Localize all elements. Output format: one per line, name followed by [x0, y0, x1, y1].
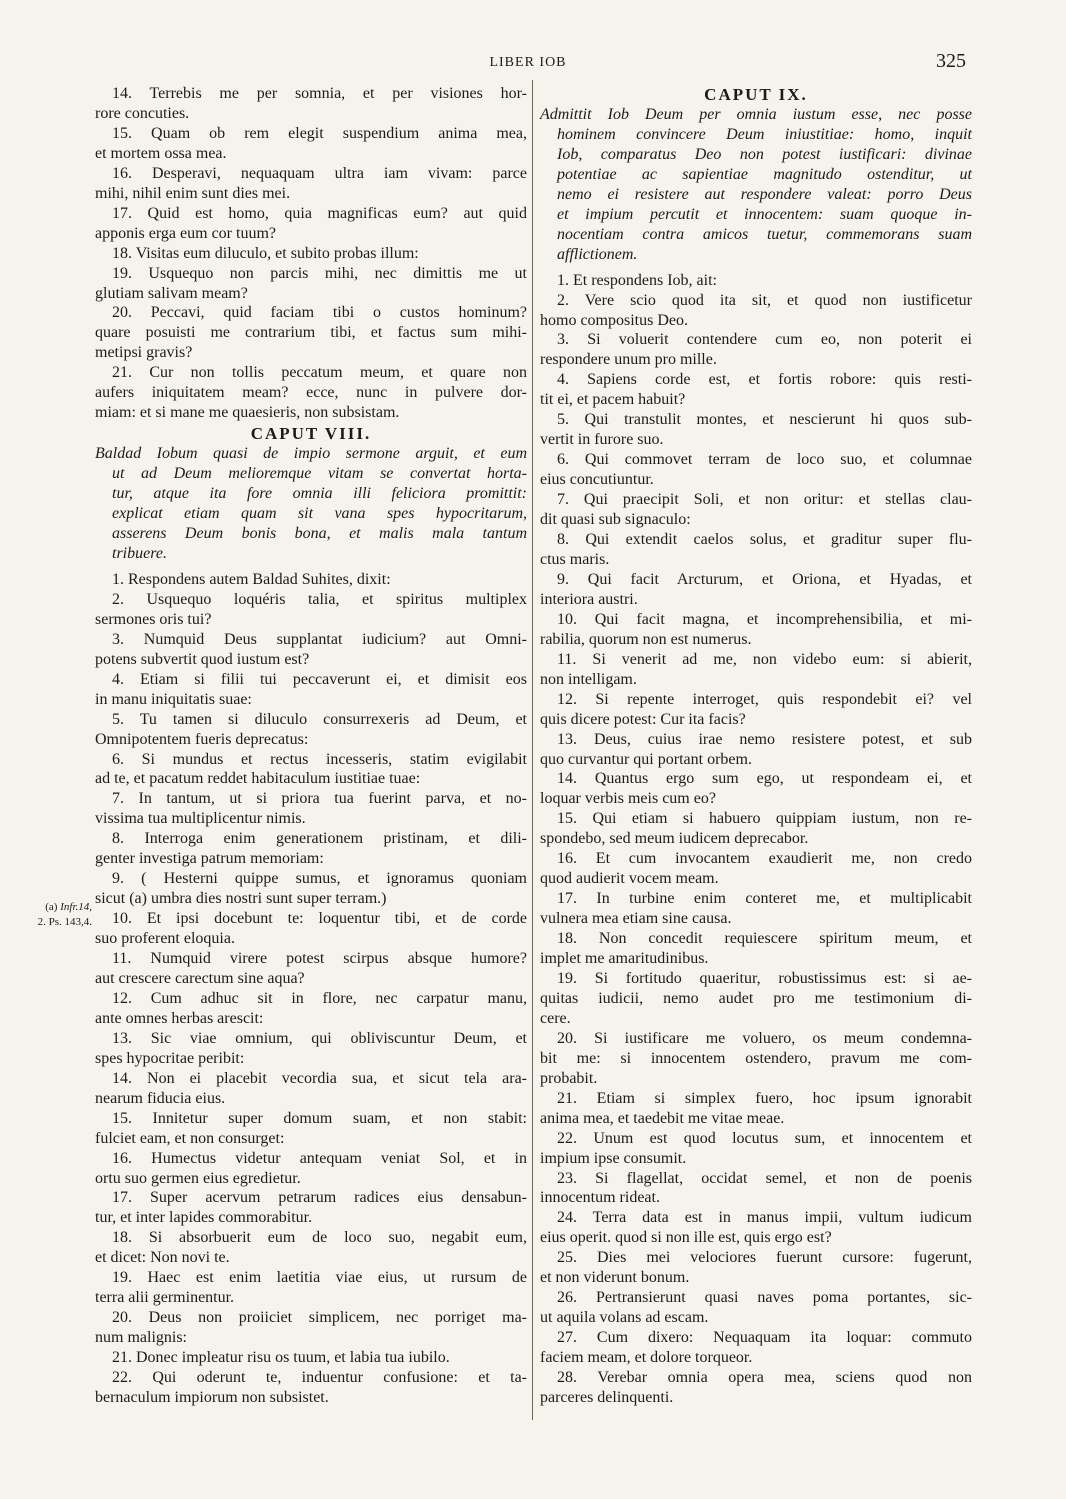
- verse-line: 4. Sapiens corde est, et fortis robore: quis resti-: [557, 371, 972, 389]
- verse-line: ut aquila volans ad escam.: [540, 1309, 709, 1327]
- verse-line: vissima tua multiplicentur nimis.: [95, 810, 306, 828]
- margin-note: [6, 900, 92, 930]
- verse-line: 20. Si iustificare me voluero, os meum condemna-: [557, 1029, 972, 1047]
- verse-line: quare posuisti me contrarium tibi, et factus sum mihi-: [95, 324, 527, 342]
- verse: [95, 949, 527, 989]
- verse-line: 17. Quid est homo, quia magnificas eum? aut quid: [112, 204, 527, 222]
- verse-line: 21. Etiam si simplex fuero, hoc ipsum ignorabit: [557, 1089, 972, 1107]
- chapter-summary-viii: [95, 444, 527, 564]
- verse-line: 16. Desperavi, nequaquam ultra iam vivam: parce: [112, 164, 527, 182]
- summary-line: afflictionem.: [557, 245, 638, 263]
- verse-line: 5. Qui transtulit montes, et nescierunt hi quos sub-: [557, 411, 972, 429]
- verse: [95, 1029, 527, 1069]
- verse-line: 10. Qui facit magna, et incomprehensibilia, et mi-: [557, 610, 972, 628]
- verse-line: fulciet eam, et non consurget:: [95, 1129, 285, 1147]
- verse: [540, 530, 972, 570]
- verse: [95, 1308, 527, 1348]
- verse-line: aufers iniquitatem meam? ecce, nunc in pulvere dor-: [95, 384, 527, 402]
- verse: [540, 690, 972, 730]
- verse-line: sermones oris tui?: [95, 610, 212, 628]
- verse: [95, 303, 527, 363]
- verse: [540, 769, 972, 809]
- verse-line: 23. Si flagellat, occidat semel, et non de poenis: [557, 1169, 972, 1187]
- verse-line: in manu iniquitatis suae:: [95, 690, 252, 708]
- verse: [95, 750, 527, 790]
- verse-line: 19. Usquequo non parcis mihi, nec dimittis me ut: [112, 264, 527, 282]
- verse: [540, 450, 972, 490]
- verse: [95, 1268, 527, 1308]
- verse: [540, 969, 972, 1029]
- verse-line: 15. Quam ob rem elegit suspendium anima mea,: [112, 124, 527, 142]
- verse: [95, 1228, 527, 1268]
- verse: [540, 1328, 972, 1368]
- verse: [540, 330, 972, 370]
- verse-line: 6. Qui commovet terram de loco suo, et columnae: [557, 451, 972, 469]
- summary-line: asserens Deum bonis bona, et malis mala tantum: [112, 525, 527, 543]
- verse: [95, 1069, 527, 1109]
- chapter-summary-ix: [540, 105, 972, 265]
- verses-chapter-vii-end: [95, 84, 527, 423]
- verse-line: ad te, et pacatum reddet habitaculum iustitiae tuae:: [95, 770, 421, 788]
- verse-line: sicut (a) umbra dies nostri sunt super terram.): [95, 890, 387, 908]
- verse-line: et mortem ossa mea.: [95, 144, 227, 162]
- verse: [95, 1149, 527, 1189]
- verse-line: 16. Et cum invocantem exaudierit me, non credo: [557, 850, 972, 868]
- margin-note-ref-1: Infr.14,: [60, 901, 92, 913]
- verse-line: eius concutiuntur.: [540, 471, 654, 489]
- verse-line: 3. Numquid Deus supplantat iudicium? aut Omni-: [112, 630, 527, 648]
- summary-line: tur, atque ita fore omnia illi feliciora promittit:: [112, 485, 527, 503]
- summary-line: explicat etiam quam sit vana spes hypocritarum,: [112, 505, 527, 523]
- verse-line: 18. Si absorbuerit eum de loco suo, negabit eum,: [112, 1229, 527, 1247]
- verse-line: 11. Si venerit ad me, non videbo eum: si abierit,: [557, 650, 972, 668]
- chapter-heading-viii: CAPUT VIII.: [250, 424, 372, 444]
- verse-line: quod audierit vocem meam.: [540, 870, 719, 888]
- verse: [540, 809, 972, 849]
- verse-line: 19. Si fortitudo quaeritur, robustissimus est: si ae-: [557, 969, 972, 987]
- verse-line: homo compositus Deo.: [540, 311, 688, 329]
- verse-line: 22. Unum est quod locutus sum, et innocentem et: [557, 1129, 972, 1147]
- verse-line: 25. Dies mei velociores fuerunt cursore: fugerunt,: [557, 1249, 972, 1267]
- margin-note-marker: (a): [45, 901, 58, 913]
- verse-line: 17. Super acervum petrarum radices eius densabun-: [112, 1189, 527, 1207]
- verse-line: anima mea, et taedebit me vitae meae.: [540, 1109, 785, 1127]
- verse: [95, 264, 527, 304]
- verse-line: quis dicere potest: Cur ita facis?: [540, 710, 746, 728]
- verse: [540, 1089, 972, 1129]
- verse: [540, 1029, 972, 1089]
- verse: [95, 84, 527, 124]
- margin-note-ref-2: 2. Ps. 143,4.: [37, 916, 92, 928]
- verse-line: 6. Si mundus et rectus incesseris, statim evigilabit: [112, 750, 527, 768]
- verse-line: Omnipotentem fueris deprecatus:: [95, 730, 309, 748]
- verse: [95, 1348, 527, 1368]
- verse-line: 26. Pertransierunt quasi naves poma portantes, sic-: [557, 1289, 972, 1307]
- verse-line: et dicet: Non novi te.: [95, 1249, 230, 1267]
- verse-line: spondebo, sed meum iudicem deprecabor.: [540, 830, 809, 848]
- verse: [95, 829, 527, 869]
- verse-line: bernaculum impiorum non subsistet.: [95, 1389, 329, 1406]
- verse: [540, 570, 972, 610]
- verse: [95, 630, 527, 670]
- summary-line: Baldad Iobum quasi de impio sermone arguit, et eum: [95, 445, 527, 463]
- verse: [95, 204, 527, 244]
- verse: [95, 909, 527, 949]
- summary-line: tribuere.: [112, 544, 167, 562]
- verse-line: glutiam salivam meam?: [95, 284, 248, 302]
- verse-line: 16. Humectus videtur antequam veniat Sol, et in: [112, 1149, 527, 1167]
- verse-line: vertit in furore suo.: [540, 431, 664, 449]
- verse-line: tit ei, et pacem habuit?: [540, 391, 686, 409]
- verse: [540, 610, 972, 650]
- verse-line: 2. Vere scio quod ita sit, et quod non iustificetur: [557, 291, 972, 309]
- running-head: LIBER IOB: [489, 55, 567, 70]
- verse-line: rore concuties.: [95, 104, 190, 122]
- verse: [540, 1248, 972, 1288]
- verse-line: 20. Peccavi, quid faciam tibi o custos hominum?: [112, 304, 527, 322]
- summary-line: Iob, comparatus Deo non potest iustificari: divinae: [557, 145, 972, 163]
- verse: [95, 244, 527, 264]
- verse: [95, 1109, 527, 1149]
- left-column: [95, 84, 527, 1408]
- verse-line: 9. Qui facit Arcturum, et Oriona, et Hyadas, et: [557, 570, 972, 588]
- summary-line: potentiae ac sapientiae magnitudo ostenditur, ut: [557, 165, 972, 183]
- summary-line: et impium percutit et innocentem: suam quoque in-: [557, 205, 972, 223]
- verse-line: potens subvertit quod iustum est?: [95, 650, 310, 668]
- verse: [95, 1188, 527, 1228]
- verse-line: non intelligam.: [540, 670, 637, 688]
- verse: [95, 124, 527, 164]
- verse: [95, 789, 527, 829]
- verse-line: parceres delinquenti.: [540, 1389, 674, 1406]
- verse-line: aut crescere carectum sine aqua?: [95, 969, 305, 987]
- verse-line: 28. Verebar omnia opera mea, sciens quod non: [557, 1369, 972, 1387]
- verse-line: impium ipse consumit.: [540, 1149, 687, 1167]
- verse-line: 20. Deus non proiiciet simplicem, nec porriget ma-: [112, 1309, 527, 1327]
- verse-line: apponis erga eum cor tuum?: [95, 224, 276, 242]
- summary-line: Admittit Iob Deum per omnia iustum esse, nec posse: [540, 106, 972, 123]
- verse-line: 2. Usquequo loquéris talia, et spiritus multiplex: [112, 590, 527, 608]
- verse: [540, 730, 972, 770]
- verse-line: 12. Cum adhuc sit in flore, nec carpatur manu,: [112, 989, 527, 1007]
- verse-line: cere.: [540, 1009, 571, 1027]
- verse-line: 5. Tu tamen si diluculo consurrexeris ad Deum, et: [112, 710, 527, 728]
- verse-line: et non viderunt bonum.: [540, 1269, 690, 1287]
- verse-line: respondere unum pro mille.: [540, 351, 717, 369]
- verse-line: nearum fiducia eius.: [95, 1089, 226, 1107]
- verse: [540, 1368, 972, 1408]
- verse-line: quo curvantur qui portant orbem.: [540, 750, 752, 768]
- verse-line: 10. Et ipsi docebunt te: loquentur tibi, et de corde: [112, 910, 527, 928]
- verse-line: 21. Donec impleatur risu os tuum, et labia tua iubilo.: [112, 1349, 450, 1367]
- summary-line: nemo ei resistere aut respondere valeat: porro Deus: [557, 185, 972, 203]
- verse-line: 8. Qui extendit caelos solus, et graditur super flu-: [557, 531, 972, 549]
- verse-line: num malignis:: [95, 1329, 187, 1347]
- verse-line: 13. Deus, cuius irae nemo resistere potest, et sub: [557, 730, 972, 748]
- verse-line: 1. Et respondens Iob, ait:: [557, 271, 717, 289]
- summary-line: ut ad Deum melioremque vitam se convertat horta-: [112, 465, 527, 483]
- verse-line: suo proferent eloquia.: [95, 930, 235, 948]
- verse: [540, 370, 972, 410]
- verse-line: 15. Innitetur super domum suam, et non stabit:: [112, 1109, 527, 1127]
- verse-line: vulnera mea etiam sine causa.: [540, 910, 732, 928]
- verse-line: spes hypocritae peribit:: [95, 1049, 245, 1067]
- verse-line: loquar verbis meis cum eo?: [540, 790, 716, 808]
- verse: [95, 1368, 527, 1408]
- verse: [540, 1208, 972, 1248]
- verse: [95, 869, 527, 909]
- verse-line: 9. ( Hesterni quippe sumus, et ignoramus quoniam: [112, 870, 527, 888]
- verse-line: tur, et inter lapides commorabitur.: [95, 1209, 313, 1227]
- verse-line: 7. In tantum, ut si priora tua fuerint parva, et no-: [112, 790, 527, 808]
- verse: [540, 490, 972, 530]
- verse-line: terra alii germinentur.: [95, 1289, 235, 1307]
- verse: [95, 670, 527, 710]
- page-number: 325: [936, 50, 966, 72]
- verse-line: 1. Respondens autem Baldad Suhites, dixit:: [112, 570, 391, 588]
- verse-line: 11. Numquid virere potest scirpus absque humore?: [112, 950, 527, 968]
- verse-line: ctus maris.: [540, 550, 610, 568]
- verse: [540, 889, 972, 929]
- verse: [95, 989, 527, 1029]
- verse: [95, 164, 527, 204]
- verse: [540, 291, 972, 331]
- verse-line: 14. Quantus ergo sum ego, ut respondeam ei, et: [557, 770, 972, 788]
- verse-line: dit quasi sub signaculo:: [540, 511, 691, 529]
- verse-line: 17. In turbine enim conteret me, et multiplicabit: [557, 890, 972, 908]
- verse-line: 14. Non ei placebit vecordia sua, et sicut tela ara-: [112, 1069, 527, 1087]
- verse-line: 3. Si voluerit contendere cum eo, non poterit ei: [557, 331, 972, 349]
- verse-line: 12. Si repente interroget, quis respondebit ei? vel: [557, 690, 972, 708]
- verse-line: ante omnes herbas arescit:: [95, 1009, 264, 1027]
- right-column: [540, 84, 972, 1408]
- verse: [95, 570, 527, 590]
- verse-line: bit me: si innocentem ostendero, pravum me com-: [540, 1049, 972, 1067]
- verses-chapter-viii: [95, 570, 527, 1408]
- verse-line: interiora austri.: [540, 590, 638, 608]
- verse-line: ortu suo germen eius egredietur.: [95, 1169, 301, 1187]
- verse-line: mihi, nihil enim sunt dies mei.: [95, 184, 291, 202]
- chapter-heading-ix: CAPUT IX.: [704, 85, 808, 104]
- verse: [95, 590, 527, 630]
- verse-line: rabilia, quorum non est numerus.: [540, 630, 752, 648]
- verse: [540, 1129, 972, 1169]
- verse-line: miam: et si mane me quaesieris, non subsistam.: [95, 404, 400, 422]
- verse: [95, 363, 527, 423]
- verse-line: 18. Visitas eum diluculo, et subito probas illum:: [112, 244, 419, 262]
- verse-line: metipsi gravis?: [95, 344, 193, 362]
- verse-line: 14. Terrebis me per somnia, et per visiones hor-: [112, 85, 527, 102]
- verse-line: 4. Etiam si filii tui peccaverunt ei, et dimisit eos: [112, 670, 527, 688]
- verse-line: 15. Qui etiam si habuero quippiam iustum, non re-: [557, 810, 972, 828]
- verse: [540, 849, 972, 889]
- verse-line: 19. Haec est enim laetitia viae eius, ut rursum de: [112, 1269, 527, 1287]
- verse: [540, 1288, 972, 1328]
- verse: [540, 410, 972, 450]
- verse-line: 18. Non concedit requiescere spiritum meum, et: [557, 930, 972, 948]
- verse: [540, 929, 972, 969]
- verse: [540, 1169, 972, 1209]
- summary-line: hominem convincere Deum iniustitiae: homo, inquit: [557, 125, 972, 143]
- verse-line: 8. Interroga enim generationem pristinam, et dili-: [112, 830, 527, 848]
- verse-line: quitas iudicii, nemo audet pro me testimonium di-: [540, 989, 972, 1007]
- verse-line: genter investiga patrum memoriam:: [95, 850, 324, 868]
- verse-line: implet me amaritudinibus.: [540, 950, 709, 968]
- verse-line: 27. Cum dixero: Nequaquam ita loquar: commuto: [557, 1329, 972, 1347]
- verse-line: faciem meam, et dolore torqueor.: [540, 1349, 753, 1367]
- verse-line: innocentum rideat.: [540, 1189, 660, 1207]
- verse-line: 24. Terra data est in manus impii, vultum iudicum: [557, 1209, 972, 1227]
- verse-line: 7. Qui praecipit Soli, et non oritur: et stellas clau-: [557, 491, 972, 509]
- verse-line: 22. Qui oderunt te, induentur confusione: et ta-: [112, 1369, 527, 1387]
- verse: [540, 650, 972, 690]
- column-divider: [532, 80, 533, 1420]
- verse-line: probabit.: [540, 1069, 598, 1087]
- verses-chapter-ix: [540, 271, 972, 1408]
- verse-line: 13. Sic viae omnium, qui obliviscuntur Deum, et: [112, 1029, 527, 1047]
- verse-line: 21. Cur non tollis peccatum meum, et quare non: [112, 364, 527, 382]
- summary-line: nocentiam contra amicos tuetur, commemorans suam: [557, 225, 972, 243]
- verse: [540, 271, 972, 291]
- verse: [95, 710, 527, 750]
- verse-line: eius operit. quod si non ille est, quis ergo est?: [540, 1229, 832, 1247]
